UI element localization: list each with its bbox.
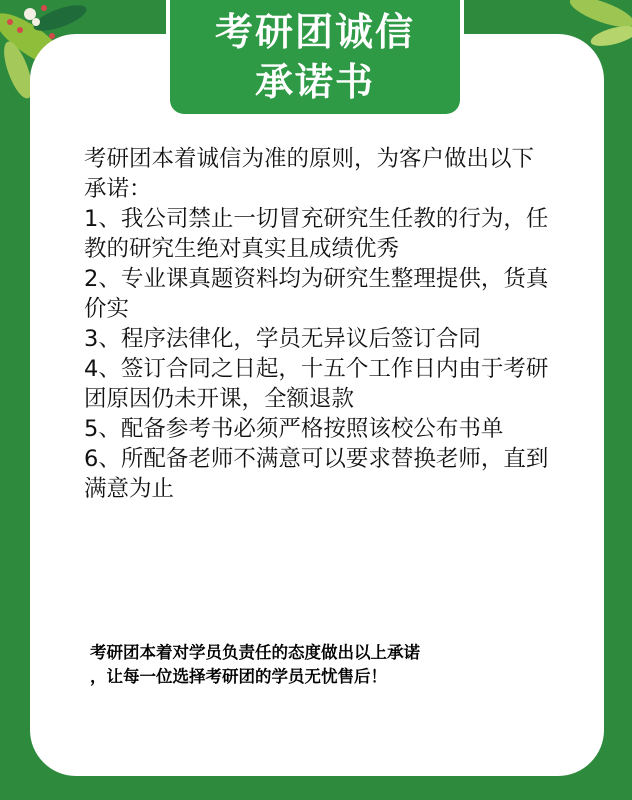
promise-item-4: 4、签订合同之日起，十五个工作日内由于考研团原因仍未开课，全额退款	[84, 356, 549, 412]
page-title-line-2: 承诺书	[254, 60, 375, 104]
promise-card	[30, 34, 604, 776]
promise-item-3: 3、程序法律化，学员无异议后签订合同	[84, 326, 481, 352]
promise-body	[84, 144, 554, 504]
closing-line-2: ，让每一位选择考研团的学员无忧售后！	[90, 667, 387, 686]
promise-item-1: 1、我公司禁止一切冒充研究生任教的行为，任教的研究生绝对真实且成绩优秀	[84, 206, 549, 262]
closing-statement	[90, 641, 560, 689]
promise-item-6: 6、所配备老师不满意可以要求替换老师，直到满意为止	[84, 446, 549, 502]
promise-item-5: 5、配备参考书必须严格按照该校公布书单	[84, 416, 504, 442]
page-title-line-1: 考研团诚信	[214, 10, 415, 54]
closing-line-1: 考研团本着对学员负责任的态度做出以上承诺	[90, 643, 420, 662]
intro-text: 考研团本着诚信为准的原则，为客户做出以下承诺：	[84, 146, 535, 202]
title-banner	[166, 0, 464, 118]
promise-item-2: 2、专业课真题资料均为研究生整理提供，货真价实	[84, 266, 549, 322]
